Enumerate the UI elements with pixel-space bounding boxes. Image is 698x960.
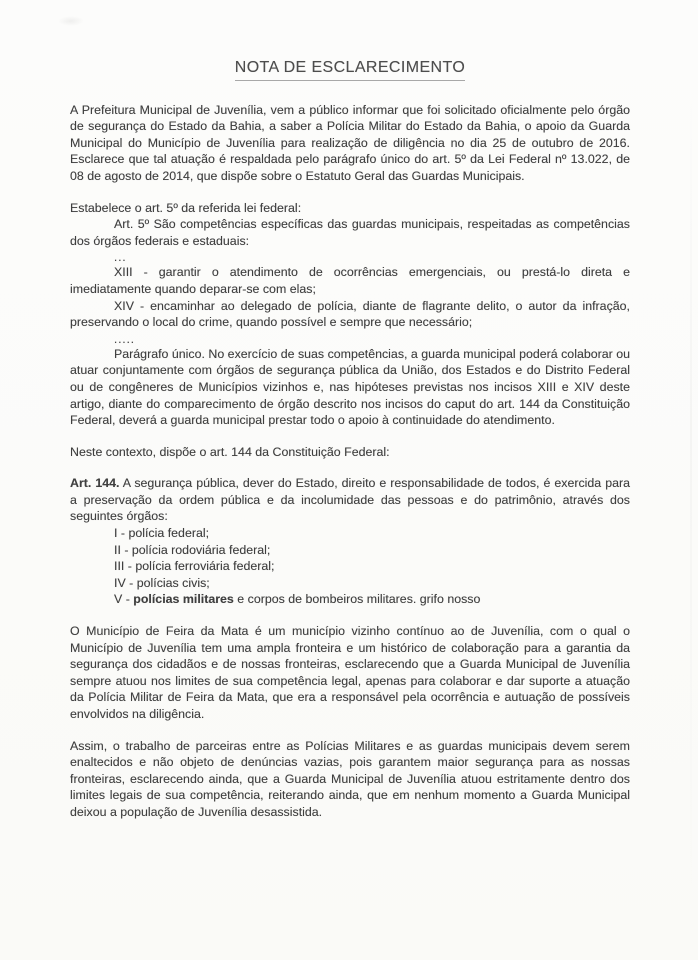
line-estabelece-art5: Estabelece o art. 5º da referida lei federal: — [70, 200, 302, 215]
item-v-bold-text: polícias militares — [133, 592, 234, 607]
quote-paragrafo-unico: Parágrafo único. No exercício de suas competências, a guarda municipal poderá colaborar ou atuar conjuntamente com órgãos de segurança pública da União, dos Estados e do Distrito Federal ou de congêneres de Municípios vizinhos e, nas hipóteses previstas nos incisos XIII e XIV deste artigo, diante do comparecimento de órgão descrito nos incisos do caput do art. 144 da Constituição Federal, deverá a guarda municipal prestar todo o apoio à continuidade do atendimento. — [70, 346, 630, 428]
scan-smudge-artifact — [58, 16, 84, 26]
list-item-policia-rodoviaria: II - polícia rodoviária federal; — [114, 542, 271, 557]
paragraph-introduction: A Prefeitura Municipal de Juvenília, vem a público informar que foi solicitado oficialmente pelo órgão de segurança do Estado da Bahia, a saber a Polícia Militar do Estado da Bahia, o apoio da Guarda Municipal do Município de Juvenília para realização de diligência no dia 25 de outubro de 2016. Esclarece que tal atuação é respaldada pelo parágrafo único do art. 5º da Lei Federal nº 13.022, de 08 de agosto de 2014, que dispõe sobre o Estatuto Geral das Guardas Municipais. — [70, 102, 630, 183]
quote-inciso-xiv: XIV - encaminhar ao delegado de polícia, diante de flagrante delito, o autor da infração, preservando o local do crime, quando possível e sempre que necessário; — [70, 298, 630, 330]
paragraph-feira-da-mata: O Município de Feira da Mata é um município vizinho contínuo ao de Juvenília, com o qual o Município de Juvenília tem uma ampla fronteira e um histórico de colaboração para a garantia da segurança dos cidadãos e de nossas fronteiras, esclarecendo que a Guarda Municipal de Juvenília sempre atuou nos limites de sua competência legal, apenas para colaborar e dar suporte a atuação da Polícia Militar de Feira da Mata, que era a responsável pela ocorrência e autuação de possíveis envolvidos na diligência. — [70, 624, 630, 721]
list-item-policia-federal: I - polícia federal; — [114, 526, 210, 541]
list-item-policias-militares — [114, 591, 630, 608]
quote-inciso-xiii: XIII - garantir o atendimento de ocorrências emergenciais, ou prestá-lo direta e imediatamente quando deparar-se com elas; — [70, 265, 630, 296]
ellipsis-omission-2: ..... — [114, 333, 135, 346]
list-item-policia-ferroviaria: III - polícia ferroviária federal; — [114, 559, 275, 574]
item-v-prefix: V - — [114, 592, 134, 607]
list-item-policias-civis: IV - polícias civis; — [114, 575, 210, 590]
scan-edge-artifact — [690, 90, 692, 920]
item-v-suffix: e corpos de bombeiros militares. grifo nosso — [233, 592, 481, 607]
document-title — [70, 60, 630, 81]
paragraph-conclusion: Assim, o trabalho de parceiras entre as Polícias Militares e as guardas municipais devem serem enaltecidos e não objeto de denúncias vazias, pois garantem maior segurança para as nossas fronteiras, esclarecendo ainda, que a Guarda Municipal de Juvenília atuou estritamente dentro dos limites legais de sua competência, reiterando ainda, que em nenhum momento a Guarda Municipal deixou a população de Juvenília desassistida. — [70, 738, 630, 819]
ellipsis-omission-1: ... — [114, 252, 127, 265]
art144-organs-list — [70, 525, 630, 608]
quote-art144-caput — [70, 475, 630, 525]
art144-label-bold: Art. 144. — [70, 476, 120, 491]
line-neste-contexto: Neste contexto, dispõe o art. 144 da Constituição Federal: — [70, 444, 390, 459]
document-title-text: NOTA DE ESCLARECIMENTO — [235, 60, 465, 81]
quote-art5-caput: Art. 5º São competências específicas das guardas municipais, respeitadas as competências dos órgãos federais e estaduais: — [70, 217, 630, 248]
art144-caput-text: A segurança pública, dever do Estado, direito e responsabilidade de todos, é exercida para a preservação da ordem pública e da incolumidade das pessoas e do patrimônio, através dos seguintes órgãos: — [70, 476, 630, 524]
